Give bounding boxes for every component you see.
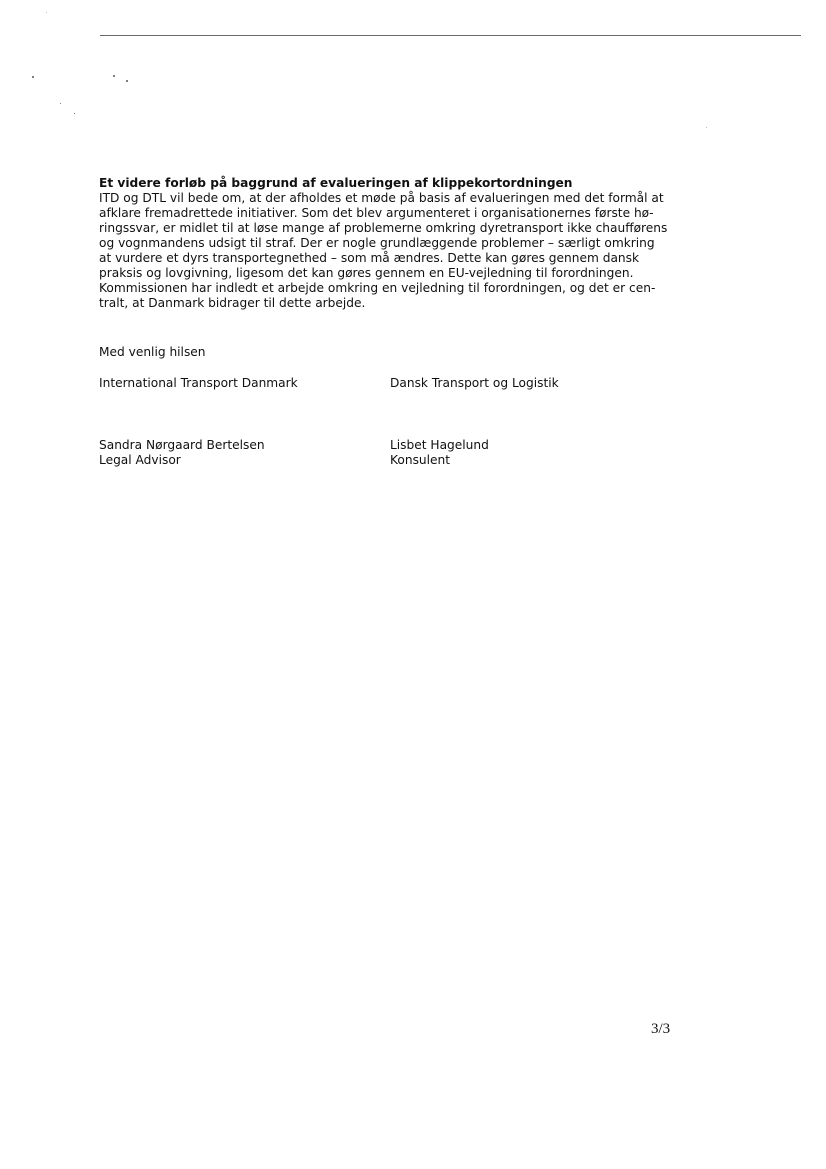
signatory-title: Konsulent [390,453,451,467]
body-line: at vurdere et dyrs transportegnethed – som må ændres. Dette kan gøres gennem dansk [99,251,640,265]
body-line: ringssvar, er midlet til at løse mange af problemerne omkring dyretransport ikke chaufførens [99,221,668,235]
scan-speck [32,76,34,78]
body-line: Kommissionen har indledt et arbejde omkring en vejledning til forordningen, og det er cen- [99,281,656,295]
signatory-right [390,438,489,468]
scan-speck [46,12,47,13]
body-line: afklare fremadrettede initiativer. Som det blev argumenteret i organisationernes første hø- [99,206,654,220]
body-line: og vognmandens udsigt til straf. Der er nogle grundlæggende problemer – særligt omkring [99,236,655,250]
signatory-title: Legal Advisor [99,453,181,467]
signatory-left [99,438,265,468]
section-heading: Et videre forløb på baggrund af evalueringen af klippekortordningen [99,176,573,190]
organization-left: International Transport Danmark [99,376,298,390]
header-rule [100,35,801,36]
organization-right: Dansk Transport og Logistik [390,376,559,390]
body-line: ITD og DTL vil bede om, at der afholdes et møde på basis af evalueringen med det formål at [99,191,664,205]
body-line: praksis og lovgivning, ligesom det kan gøres gennem en EU-vejledning til forordningen. [99,266,634,280]
scan-speck [74,113,75,114]
signatory-name: Lisbet Hagelund [390,438,489,452]
signatory-name: Sandra Nørgaard Bertelsen [99,438,265,452]
scan-speck [113,75,115,77]
closing-greeting: Med venlig hilsen [99,345,206,359]
scan-speck [706,127,707,128]
evaluation-section [99,176,711,311]
page-number: 3/3 [651,1021,671,1037]
body-line: tralt, at Danmark bidrager til dette arbejde. [99,296,366,310]
scan-speck [60,103,61,104]
scan-speck [126,80,128,82]
